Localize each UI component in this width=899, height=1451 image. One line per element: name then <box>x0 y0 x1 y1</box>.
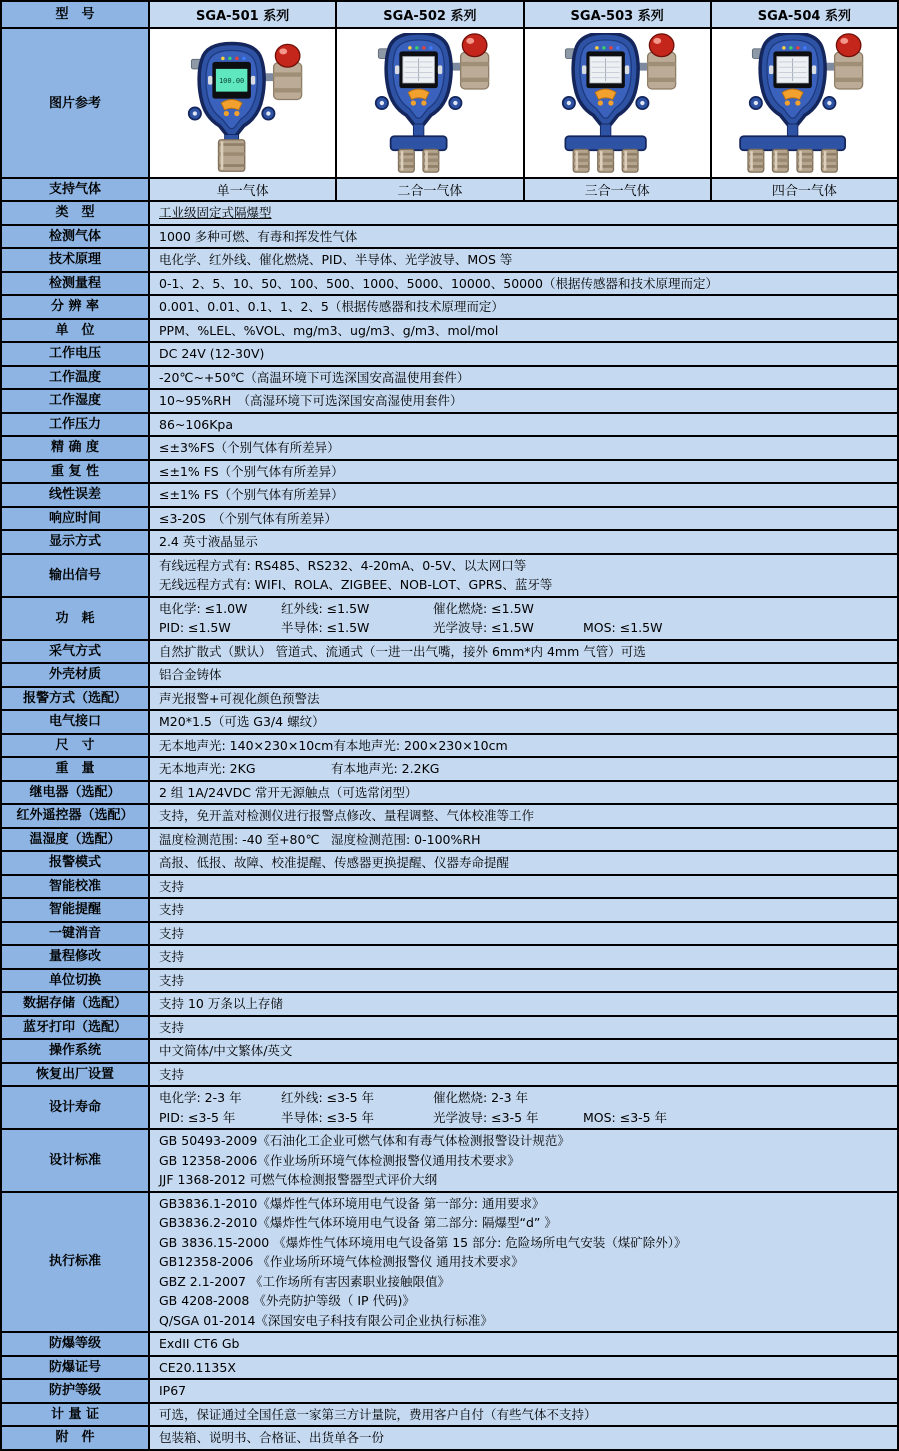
header-model-label: 型 号 <box>2 2 150 27</box>
spec-row-value <box>150 461 897 483</box>
sensor-probe <box>797 149 813 172</box>
spec-row-label: 防爆证号 <box>2 1357 150 1379</box>
manifold-block <box>566 136 647 150</box>
spec-row-value <box>150 320 897 342</box>
spec-line: GB 4208-2008 《外壳防护等级（ IP 代码)》 <box>159 1293 415 1308</box>
spec-row <box>2 803 897 827</box>
spec-line: 支持 <box>159 878 185 894</box>
spec-line: 无本地声光: 2KG 有本地声光: 2.2KG <box>159 761 440 776</box>
alarm-beacon <box>835 34 863 89</box>
spec-line: 0.001、0.01、0.1、1、2、5（根据传感器和技术原理而定） <box>159 299 504 314</box>
spec-line: 支持 <box>159 972 185 988</box>
spec-row-value <box>150 1357 897 1379</box>
spec-line: M20*1.5（可选 G3/4 螺纹） <box>159 714 325 729</box>
spec-row-value <box>150 946 897 968</box>
spec-row-label: 操作系统 <box>2 1040 150 1062</box>
spec-row <box>2 1085 897 1128</box>
supported-gas-row <box>2 177 897 200</box>
spec-row-value <box>150 273 897 295</box>
spec-row <box>2 412 897 436</box>
spec-row-label: 尺 寸 <box>2 735 150 757</box>
sensor-probe <box>622 149 638 172</box>
spec-row-value <box>150 664 897 686</box>
gas-detector-illustration <box>155 33 331 173</box>
spec-row-label: 一键消音 <box>2 923 150 945</box>
spec-row-value <box>150 993 897 1015</box>
gas-detector-illustration <box>342 33 518 173</box>
header-model-sga-503: SGA-503 系列 <box>525 2 712 27</box>
sensor-probe <box>598 149 614 172</box>
spec-line: 0-1、2、5、10、50、100、500、1000、5000、10000、50000（根据传感器和技术原理而定） <box>159 275 719 291</box>
spec-row-label: 设计标准 <box>2 1130 150 1191</box>
spec-row <box>2 968 897 992</box>
sensor-probe <box>748 149 764 172</box>
spec-row-label: 类 型 <box>2 202 150 224</box>
header-model-sga-502: SGA-502 系列 <box>337 2 524 27</box>
spec-line: GBZ 2.1-2007 《工作场所有害因素职业接触限值》 <box>159 1273 450 1289</box>
spec-row <box>2 365 897 389</box>
spec-row <box>2 388 897 412</box>
spec-row <box>2 506 897 530</box>
spec-line: JJF 1368-2012 可燃气体检测报警器型式评价大纲 <box>159 1172 438 1187</box>
spec-line: GB 50493-2009《石油化工企业可燃气体和有毒气体检测报警设计规范》 <box>159 1133 570 1148</box>
spec-line: 无线远程方式有: WIFI、ROLA、ZIGBEE、NOB-LOT、GPRS、蓝牙等 <box>159 577 553 592</box>
spec-line: 无本地声光: 140×230×10cm有本地声光: 200×230×10cm <box>159 737 508 753</box>
spec-row-label: 重 复 性 <box>2 461 150 483</box>
spec-row <box>2 247 897 271</box>
spec-row-value <box>150 437 897 459</box>
product-image-row <box>2 27 897 177</box>
spec-line: 铝合金铸体 <box>159 667 222 682</box>
spec-row <box>2 482 897 506</box>
spec-row-label: 防爆等级 <box>2 1333 150 1355</box>
spec-row <box>2 435 897 459</box>
spec-row <box>2 529 897 553</box>
spec-row-value <box>150 970 897 992</box>
spec-line: 2 组 1A/24VDC 常开无源触点（可选常闭型） <box>159 784 418 800</box>
sensor-probe <box>218 140 244 172</box>
spec-row <box>2 662 897 686</box>
spec-line: ≤±3%FS（个别气体有所差异） <box>159 440 340 455</box>
spec-row-value <box>150 805 897 827</box>
spec-row <box>2 341 897 365</box>
spec-row-value <box>150 829 897 851</box>
spec-row-label: 报警模式 <box>2 852 150 874</box>
spec-row-label: 继电器（选配） <box>2 782 150 804</box>
spec-row-label: 精 确 度 <box>2 437 150 459</box>
spec-row <box>2 200 897 224</box>
spec-line: GB12358-2006 《作业场所环境气体检测报警仪 通用技术要求》 <box>159 1254 524 1269</box>
spec-row <box>2 921 897 945</box>
spec-row-value <box>150 1040 897 1062</box>
spec-line: Q/SGA 01-2014《深国安电子科技有限公司企业执行标准》 <box>159 1312 493 1328</box>
spec-row <box>2 1038 897 1062</box>
spec-line: 10~95%RH （高湿环境下可选深国安高湿使用套件） <box>159 393 463 408</box>
spec-row <box>2 686 897 710</box>
spec-line: PID: ≤1.5W 半导体: ≤1.5W 光学波导: ≤1.5W MOS: ≤1.5W <box>159 620 663 635</box>
spec-row-value <box>150 1427 897 1449</box>
alarm-beacon <box>648 34 676 89</box>
sensor-probe <box>573 149 589 172</box>
spec-row <box>2 318 897 342</box>
spec-row <box>2 1402 897 1426</box>
spec-row <box>2 1128 897 1191</box>
spec-line: 中文简体/中文繁体/英文 <box>159 1043 293 1058</box>
spec-line: ≤3-20S （个别气体有所差异） <box>159 510 338 526</box>
spec-line: 支持 10 万条以上存储 <box>159 996 283 1011</box>
spec-row <box>2 756 897 780</box>
header-model-sga-504: SGA-504 系列 <box>712 2 897 27</box>
gas-type-sga-503: 三合一气体 <box>525 179 712 200</box>
spec-line: 支持，免开盖对检测仪进行报警点修改、量程调整、气体校准等工作 <box>159 808 535 823</box>
spec-row-value <box>150 1380 897 1402</box>
spec-line: 包装箱、说明书、合格证、出货单各一份 <box>159 1430 385 1445</box>
spec-row <box>2 639 897 663</box>
gas-row-label: 支持气体 <box>2 179 150 200</box>
spec-row-value <box>150 735 897 757</box>
spec-line: 支持 <box>159 1019 185 1035</box>
device-image-sga-504 <box>712 29 897 177</box>
spec-row-label: 单 位 <box>2 320 150 342</box>
gas-type-sga-501: 单一气体 <box>150 179 337 200</box>
spec-row <box>2 224 897 248</box>
spec-line: IP67 <box>159 1383 187 1398</box>
spec-row-value <box>150 1064 897 1086</box>
spec-row-label: 蓝牙打印（选配） <box>2 1017 150 1039</box>
spec-row-value <box>150 226 897 248</box>
spec-row-label: 工作电压 <box>2 343 150 365</box>
spec-row-value <box>150 531 897 553</box>
button-pad <box>408 89 429 100</box>
spec-line: ≤±1% FS（个别气体有所差异） <box>159 463 344 479</box>
spec-row <box>2 991 897 1015</box>
spec-row-label: 恢复出厂设置 <box>2 1064 150 1086</box>
spec-line: 支持 <box>159 902 185 917</box>
spec-row <box>2 944 897 968</box>
spec-row-label: 输出信号 <box>2 555 150 596</box>
spec-row-value <box>150 343 897 365</box>
spec-row <box>2 459 897 483</box>
spec-row-label: 数据存储（选配） <box>2 993 150 1015</box>
spec-line: 支持 <box>159 949 185 964</box>
spec-row <box>2 827 897 851</box>
spec-row <box>2 897 897 921</box>
sensor-probe <box>822 149 838 172</box>
spec-row <box>2 733 897 757</box>
spec-row-label: 红外遥控器（选配） <box>2 805 150 827</box>
spec-line: 86~106Kpa <box>159 416 234 432</box>
image-row-label: 图片参考 <box>2 29 150 177</box>
spec-row-label: 计 量 证 <box>2 1404 150 1426</box>
spec-row-label: 外壳材质 <box>2 664 150 686</box>
alarm-beacon <box>461 34 489 89</box>
table-header-row <box>2 2 897 27</box>
spec-row-label: 设计寿命 <box>2 1087 150 1128</box>
spec-row-value <box>150 899 897 921</box>
spec-row-label: 执行标准 <box>2 1193 150 1332</box>
spec-line: 有线远程方式有: RS485、RS232、4-20mA、0-5V、以太网口等 <box>159 557 527 573</box>
spec-row-label: 温湿度（选配） <box>2 829 150 851</box>
spec-row-value <box>150 641 897 663</box>
spec-row-value <box>150 688 897 710</box>
spec-row-value <box>150 923 897 945</box>
spec-line: 1000 多种可燃、有毒和挥发性气体 <box>159 228 358 244</box>
spec-row-label: 报警方式（选配） <box>2 688 150 710</box>
spec-line: 支持 <box>159 1066 185 1082</box>
device-image-sga-503 <box>525 29 712 177</box>
spec-row-value <box>150 508 897 530</box>
spec-rows <box>2 200 897 1449</box>
sensor-probe <box>773 149 789 172</box>
spec-row-value <box>150 555 897 596</box>
spec-line: PPM、%LEL、%VOL、mg/m3、ug/m3、g/m3、mol/mol <box>159 322 499 338</box>
gas-type-sga-504: 四合一气体 <box>712 179 897 200</box>
spec-row-label: 技术原理 <box>2 249 150 271</box>
spec-row-value <box>150 1333 897 1355</box>
spec-row-label: 附 件 <box>2 1427 150 1449</box>
spec-row-value <box>150 852 897 874</box>
spec-row-value <box>150 390 897 412</box>
spec-row-label: 检测量程 <box>2 273 150 295</box>
spec-row-value <box>150 782 897 804</box>
spec-line: GB 12358-2006《作业场所环境气体检测报警仪通用技术要求》 <box>159 1152 520 1168</box>
spec-line: 高报、低报、故障、校准提醒、传感器更换提醒、仪器寿命提醒 <box>159 855 510 870</box>
spec-row-value <box>150 249 897 271</box>
spec-row-label: 重 量 <box>2 758 150 780</box>
spec-row <box>2 294 897 318</box>
spec-line: 可选，保证通过全国任意一家第三方计量院，费用客户自付（有些气体不支持） <box>159 1406 597 1422</box>
spec-row-value <box>150 876 897 898</box>
gas-type-sga-502: 二合一气体 <box>337 179 524 200</box>
spec-row-value <box>150 414 897 436</box>
device-image-sga-501 <box>150 29 337 177</box>
spec-row-value <box>150 1404 897 1426</box>
spec-row-label: 响应时间 <box>2 508 150 530</box>
spec-line: 自然扩散式（默认） 管道式、流通式（一进一出气嘴，接外 6mm*内 4mm 气管）可选 <box>159 643 646 659</box>
spec-row-value <box>150 711 897 733</box>
spec-row-label: 防护等级 <box>2 1380 150 1402</box>
spec-row <box>2 1015 897 1039</box>
spec-row-value <box>150 1130 897 1191</box>
spec-row-label: 分 辨 率 <box>2 296 150 318</box>
gas-detector-illustration <box>529 33 705 173</box>
device-image-sga-502 <box>337 29 524 177</box>
spec-line: 温度检测范围: -40 至+80℃ 湿度检测范围: 0-100%RH <box>159 831 481 847</box>
button-pad <box>783 89 804 100</box>
header-model-sga-501: SGA-501 系列 <box>150 2 337 27</box>
spec-line: DC 24V (12-30V) <box>159 346 265 361</box>
spec-row-label: 工作湿度 <box>2 390 150 412</box>
spec-line: 2.4 英寸液晶显示 <box>159 534 258 549</box>
spec-row-label: 电气接口 <box>2 711 150 733</box>
spec-row <box>2 553 897 596</box>
spec-row-label: 检测气体 <box>2 226 150 248</box>
spec-line: 工业级固定式隔爆型 <box>159 205 272 220</box>
spec-row-value <box>150 296 897 318</box>
spec-line: GB3836.2-2010《爆炸性气体环境用电气设备 第二部分: 隔爆型“d” 》 <box>159 1215 557 1230</box>
spec-row <box>2 1378 897 1402</box>
spec-row <box>2 1331 897 1355</box>
svg-text:100.00: 100.00 <box>218 76 244 85</box>
spec-line: ≤±1% FS（个别气体有所差异） <box>159 487 344 502</box>
spec-line: GB3836.1-2010《爆炸性气体环境用电气设备 第一部分: 通用要求》 <box>159 1195 545 1211</box>
spec-row-label: 功 耗 <box>2 598 150 639</box>
spec-line: ExdII CT6 Gb <box>159 1336 240 1351</box>
spec-row-label: 工作温度 <box>2 367 150 389</box>
spec-row-label: 智能校准 <box>2 876 150 898</box>
spec-row <box>2 874 897 898</box>
spec-row <box>2 1191 897 1332</box>
spec-row-value <box>150 1087 897 1128</box>
spec-row <box>2 1425 897 1449</box>
spec-row-label: 显示方式 <box>2 531 150 553</box>
spec-line: 电化学: ≤1.0W 红外线: ≤1.5W 催化燃烧: ≤1.5W <box>159 600 534 616</box>
spec-row-label: 线性误差 <box>2 484 150 506</box>
spec-line: 电化学、红外线、催化燃烧、PID、半导体、光学波导、MOS 等 <box>159 252 513 267</box>
spec-row <box>2 1062 897 1086</box>
spec-row-label: 智能提醒 <box>2 899 150 921</box>
spec-row <box>2 596 897 639</box>
sensor-probe <box>398 149 414 172</box>
spec-row-label: 单位切换 <box>2 970 150 992</box>
spec-row-value <box>150 367 897 389</box>
spec-line: CE20.1135X <box>159 1359 236 1375</box>
spec-row <box>2 850 897 874</box>
spec-line: -20℃~+50℃（高温环境下可选深国安高温使用套件） <box>159 369 470 385</box>
spec-row-value <box>150 1017 897 1039</box>
spec-row <box>2 271 897 295</box>
spec-row-label: 量程修改 <box>2 946 150 968</box>
button-pad <box>595 89 616 100</box>
manifold-block <box>741 136 846 150</box>
spec-row-label: 采气方式 <box>2 641 150 663</box>
alarm-beacon <box>273 44 301 99</box>
spec-line: 声光报警+可视化颜色预警法 <box>159 690 320 706</box>
spec-row <box>2 780 897 804</box>
spec-row <box>2 1355 897 1379</box>
spec-line: GB 3836.15-2000 《爆炸性气体环境用电气设备第 15 部分: 危险场所电气安装（煤矿除外）》 <box>159 1234 687 1250</box>
spec-row-label: 工作压力 <box>2 414 150 436</box>
spec-row <box>2 709 897 733</box>
sensor-probe <box>423 149 439 172</box>
spec-row-value <box>150 1193 897 1332</box>
spec-row-value <box>150 758 897 780</box>
spec-row-value <box>150 202 897 224</box>
button-pad <box>221 100 242 111</box>
gas-detector-illustration <box>716 33 892 173</box>
manifold-block <box>391 136 447 150</box>
spec-line: PID: ≤3-5 年 半导体: ≤3-5 年 光学波导: ≤3-5 年 MOS: ≤3-5 年 <box>159 1109 668 1125</box>
spec-row-value <box>150 484 897 506</box>
spec-row-value <box>150 598 897 639</box>
spec-line: 电化学: 2-3 年 红外线: ≤3-5 年 催化燃烧: 2-3 年 <box>159 1090 529 1105</box>
spec-line: 支持 <box>159 925 185 941</box>
